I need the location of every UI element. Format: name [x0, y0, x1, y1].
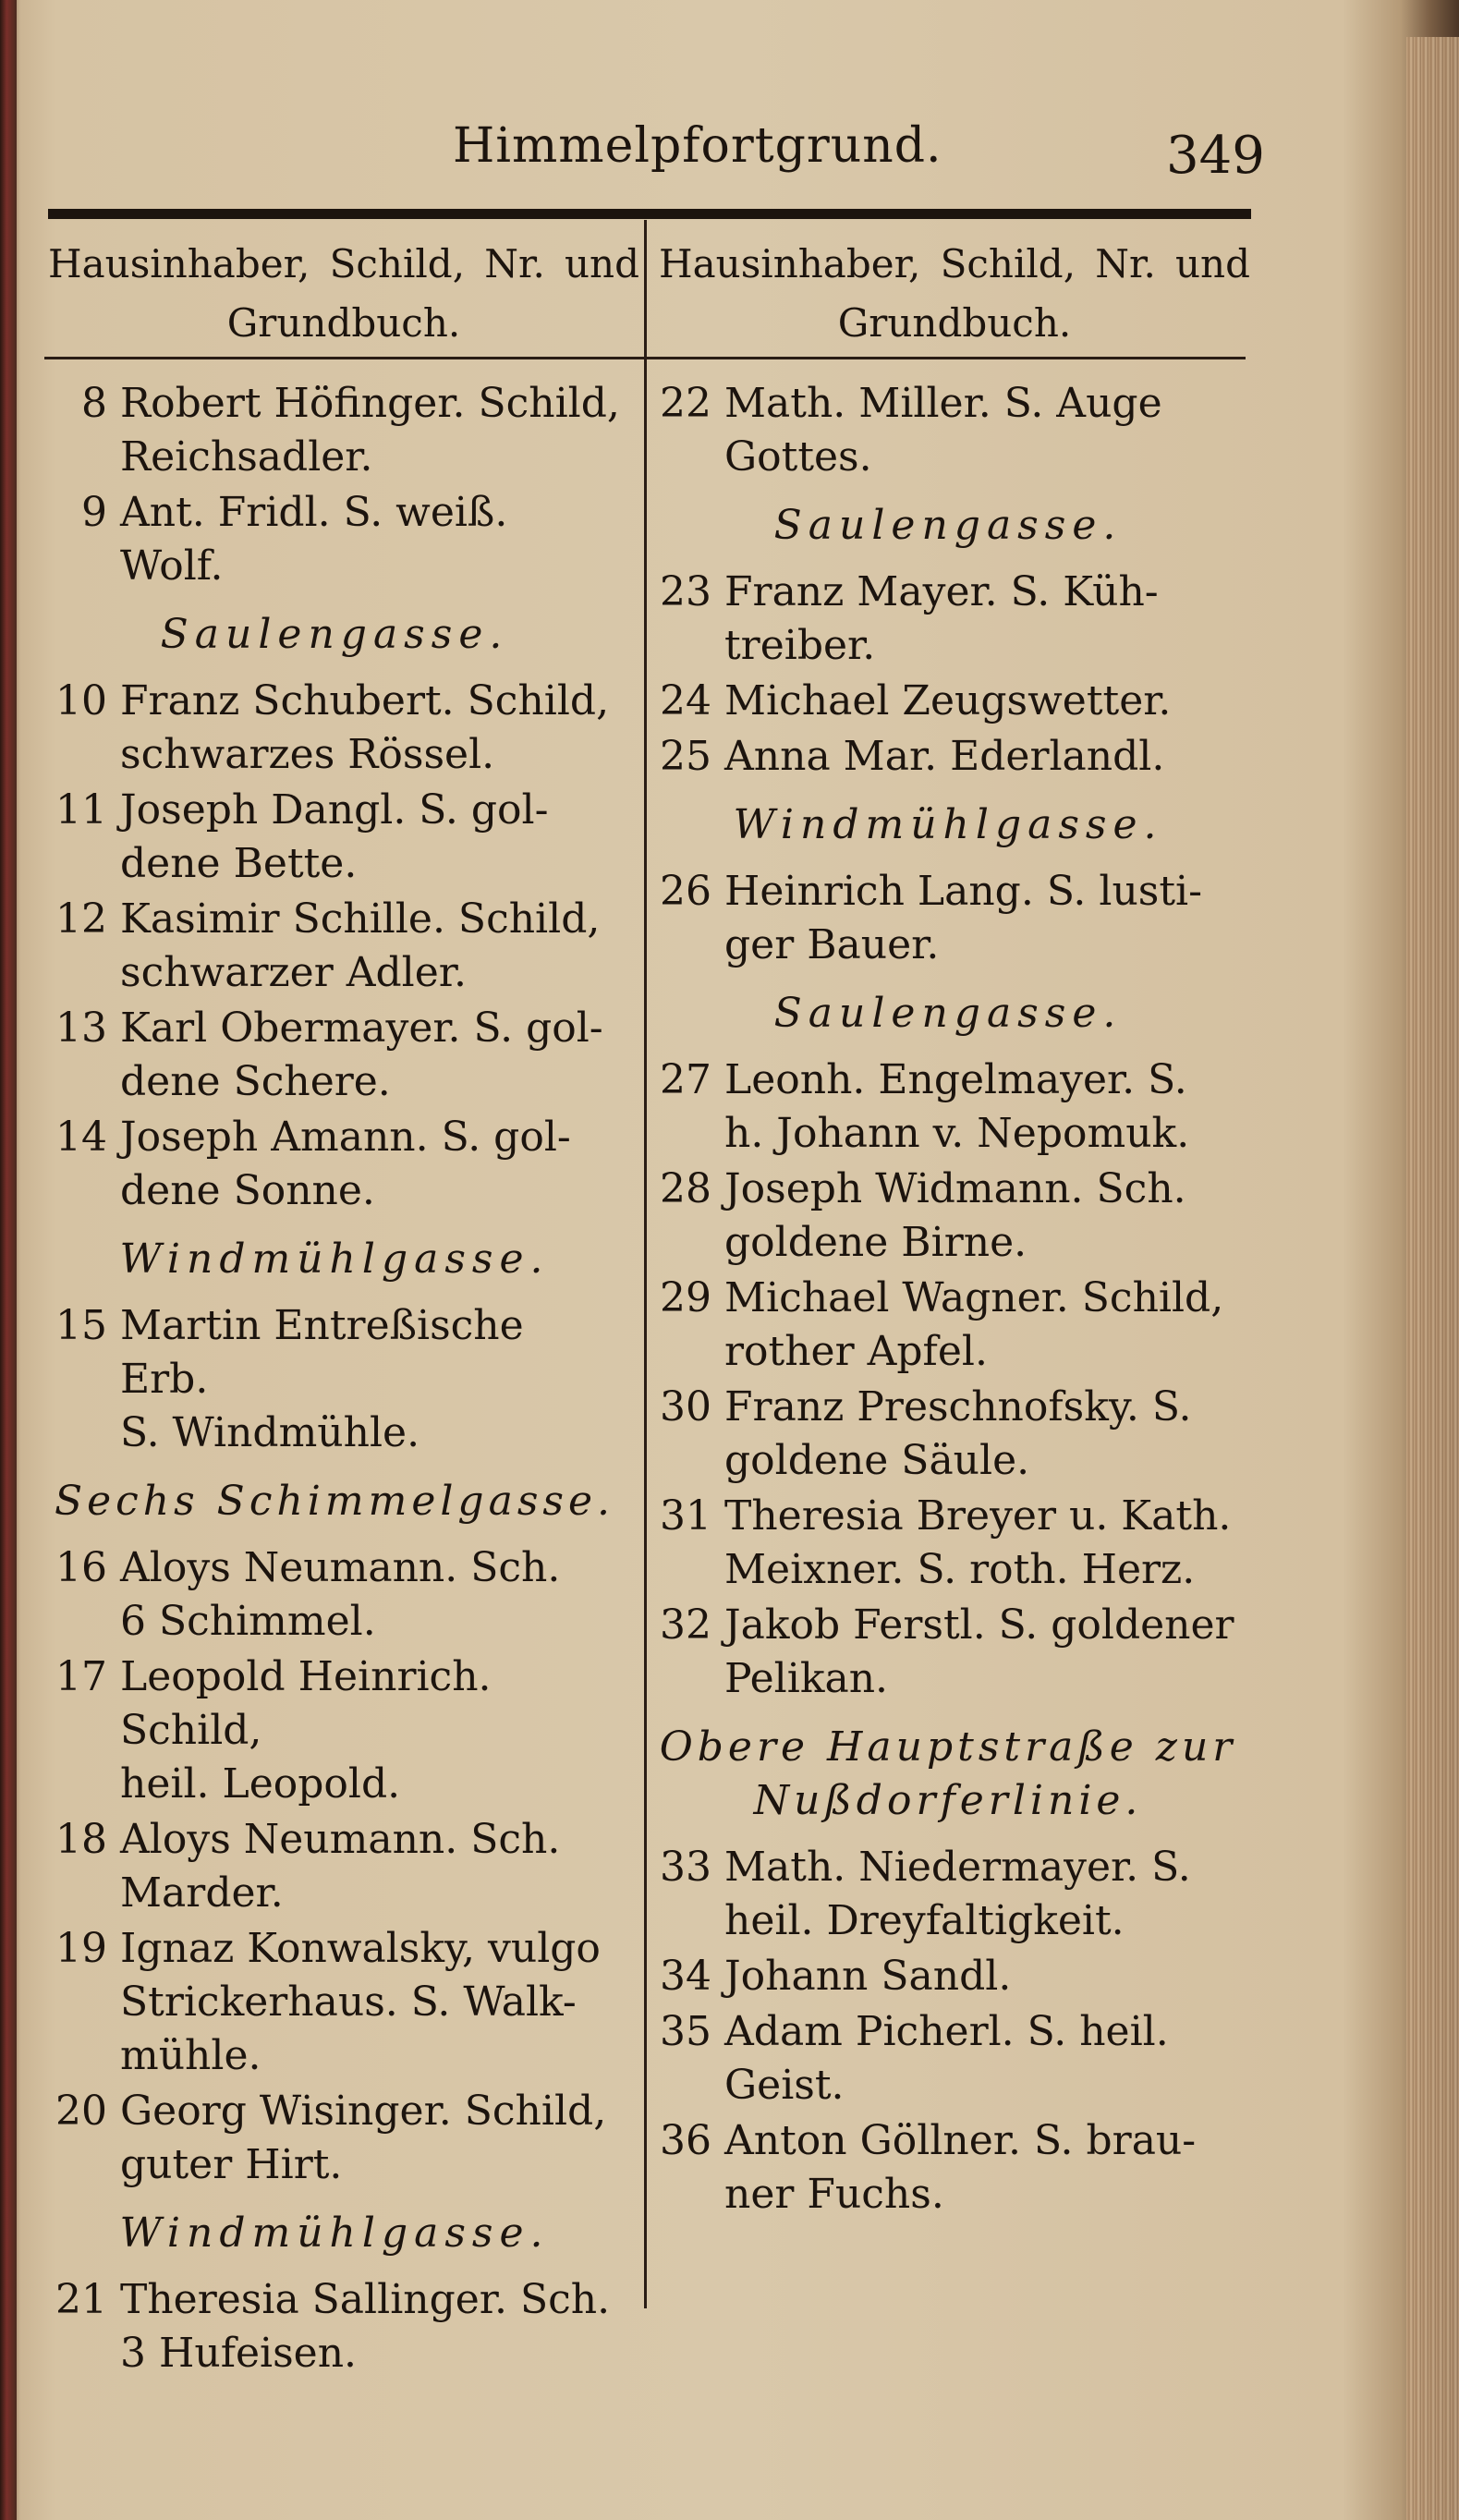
header-rule — [48, 209, 1251, 219]
house-entry — [48, 1650, 621, 1811]
house-number: 31 — [660, 1492, 711, 1540]
entry-line: Robert Höfinger. Schild, — [120, 380, 620, 427]
house-entry — [48, 1541, 621, 1649]
entry-line: schwarzer Adler. — [120, 949, 467, 996]
entry-line: Georg Wisinger. Schild, — [120, 2088, 607, 2135]
house-number: 21 — [55, 2276, 107, 2323]
entry-line: rother Apfel. — [724, 1328, 988, 1375]
house-entry — [48, 1002, 621, 1109]
entry-line: Martin Entreßische Erb. — [120, 1302, 524, 1403]
house-entry — [652, 865, 1244, 972]
column-header-left-line1: Hausinhaber, Schild, Nr. und — [48, 241, 639, 286]
entry-line: Anna Mar. Ederlandl. — [724, 733, 1165, 780]
entry-line: Franz Schubert. Schild, — [120, 677, 610, 724]
right-column — [652, 377, 1244, 2223]
entry-line: heil. Dreyfaltigkeit. — [724, 1897, 1125, 1944]
house-entry — [48, 675, 621, 782]
entry-line: Pelikan. — [724, 1655, 889, 1702]
entry-line: Karl Obermayer. S. gol- — [120, 1004, 603, 1052]
house-number: 26 — [660, 868, 711, 915]
entry-line: Gottes. — [724, 433, 872, 481]
entry-line: Math. Niedermayer. S. — [724, 1844, 1191, 1891]
house-number: 14 — [55, 1114, 107, 1161]
house-entry — [652, 377, 1244, 484]
house-number: 15 — [55, 1302, 107, 1349]
house-number: 17 — [55, 1653, 107, 1700]
entry-line: Kasimir Schille. Schild, — [120, 895, 601, 943]
house-number: 29 — [660, 1274, 711, 1321]
house-number: 18 — [55, 1816, 107, 1863]
entry-line: Joseph Dangl. S. gol- — [120, 786, 549, 834]
entry-line: Theresia Sallinger. Sch. — [120, 2276, 611, 2323]
house-entry — [652, 730, 1244, 784]
entry-line: guter Hirt. — [120, 2141, 343, 2188]
house-entry — [48, 486, 621, 593]
entry-line: Strickerhaus. S. Walk- — [120, 1978, 577, 2026]
column-header-left — [48, 235, 639, 353]
entry-line: Franz Preschnofsky. S. — [724, 1383, 1192, 1430]
house-entry — [652, 1950, 1244, 2003]
street-heading: Saulengasse. — [160, 611, 509, 658]
entry-line: Geist. — [724, 2062, 845, 2109]
house-number: 35 — [660, 2008, 711, 2055]
house-entry — [652, 1163, 1244, 1270]
street-heading: Obere Hauptstraße zur Nußdorferlinie. — [659, 1723, 1237, 1824]
house-entry — [48, 377, 621, 484]
house-number: 20 — [55, 2088, 107, 2135]
street-heading: Windmühlgasse. — [119, 2210, 550, 2257]
house-number: 19 — [55, 1925, 107, 1972]
column-header-right-line1: Hausinhaber, Schild, Nr. und — [659, 241, 1250, 286]
house-number: 30 — [660, 1383, 711, 1430]
entry-line: Aloys Neumann. Sch. — [120, 1544, 561, 1591]
street-heading: Saulengasse. — [773, 502, 1123, 549]
page-number: 349 — [1166, 126, 1265, 186]
entry-line: ger Bauer. — [724, 921, 940, 968]
house-number: 22 — [660, 380, 711, 427]
house-entry — [652, 1599, 1244, 1706]
house-entry — [48, 2273, 621, 2380]
entry-line: Michael Zeugswetter. — [724, 677, 1172, 724]
entry-line: dene Bette. — [120, 840, 358, 887]
entry-line: Marder. — [120, 1869, 284, 1917]
house-entry — [48, 1299, 621, 1460]
house-number: 36 — [660, 2117, 711, 2164]
house-entry — [652, 1490, 1244, 1597]
entry-line: S. Windmühle. — [120, 1409, 420, 1456]
street-heading: Saulengasse. — [773, 990, 1123, 1037]
entry-line: Michael Wagner. Schild, — [724, 1274, 1224, 1321]
entry-line: Reichsadler. — [120, 433, 373, 481]
page-gutter — [0, 0, 17, 2520]
entry-line: goldene Säule. — [724, 1437, 1030, 1484]
house-entry — [652, 1381, 1244, 1488]
house-number: 16 — [55, 1544, 107, 1591]
entry-line: Joseph Amann. S. gol- — [120, 1114, 571, 1161]
house-entry — [652, 1053, 1244, 1161]
entry-line: 6 Schimmel. — [120, 1598, 376, 1645]
entry-line: Anton Göllner. S. brau- — [724, 2117, 1197, 2164]
street-heading: Windmühlgasse. — [119, 1236, 550, 1283]
house-number: 8 — [81, 380, 107, 427]
running-head: Himmelpfortgrund. — [453, 118, 942, 174]
house-entry — [652, 675, 1244, 728]
entry-line: schwarzes Rössel. — [120, 731, 495, 778]
entry-line: dene Sonne. — [120, 1167, 375, 1214]
left-column — [48, 377, 621, 2382]
street-heading: Sechs Schimmelgasse. — [54, 1478, 615, 1525]
house-entry — [48, 784, 621, 891]
entry-line: Ignaz Konwalsky, vulgo — [120, 1925, 601, 1972]
house-number: 33 — [660, 1844, 711, 1891]
entry-line: Johann Sandl. — [724, 1953, 1012, 2000]
house-number: 24 — [660, 677, 711, 724]
house-number: 27 — [660, 1056, 711, 1103]
house-entry — [652, 2114, 1244, 2222]
entry-line: Leopold Heinrich. Schild, — [120, 1653, 492, 1754]
house-number: 32 — [660, 1601, 711, 1649]
entry-line: Aloys Neumann. Sch. — [120, 1816, 561, 1863]
house-entry — [652, 2005, 1244, 2112]
house-number: 12 — [55, 895, 107, 943]
entry-line: Heinrich Lang. S. lusti- — [724, 868, 1202, 915]
house-entry — [48, 893, 621, 1000]
house-entry — [652, 1272, 1244, 1379]
column-header-right — [659, 235, 1250, 353]
house-entry — [48, 1111, 621, 1218]
entry-line: heil. Leopold. — [120, 1760, 401, 1808]
house-number: 34 — [660, 1953, 711, 2000]
entry-line: Jakob Ferstl. S. goldener — [724, 1601, 1234, 1649]
house-entry — [48, 1922, 621, 2083]
entry-line: Meixner. S. roth. Herz. — [724, 1546, 1196, 1593]
street-heading: Windmühlgasse. — [733, 801, 1163, 848]
house-number: 13 — [55, 1004, 107, 1052]
entry-line: mühle. — [120, 2032, 261, 2079]
house-number: 25 — [660, 733, 711, 780]
house-number: 9 — [81, 489, 107, 536]
house-entry — [48, 2085, 621, 2192]
entry-line: 3 Hufeisen. — [120, 2330, 358, 2377]
column-header-right-line2: Grundbuch. — [837, 300, 1072, 346]
entry-line: h. Johann v. Nepomuk. — [724, 1110, 1190, 1157]
column-divider — [644, 220, 647, 2308]
entry-line: Leonh. Engelmayer. S. — [724, 1056, 1187, 1103]
entry-line: Franz Mayer. S. Küh- — [724, 568, 1159, 615]
house-number: 11 — [55, 786, 107, 834]
page-edge — [1406, 37, 1459, 2520]
entry-line: treiber. — [724, 622, 876, 669]
entry-line: Joseph Widmann. Sch. — [724, 1165, 1186, 1212]
entry-line: Adam Picherl. S. heil. — [724, 2008, 1169, 2055]
house-number: 10 — [55, 677, 107, 724]
entry-line: ner Fuchs. — [724, 2171, 944, 2218]
house-entry — [48, 1813, 621, 1920]
house-number: 23 — [660, 568, 711, 615]
entry-line: Math. Miller. S. Auge — [724, 380, 1162, 427]
entry-line: goldene Birne. — [724, 1219, 1027, 1266]
house-number: 28 — [660, 1165, 711, 1212]
house-entry — [652, 566, 1244, 673]
entry-line: Ant. Fridl. S. weiß. Wolf. — [120, 489, 508, 590]
column-header-left-line2: Grundbuch. — [226, 300, 461, 346]
house-entry — [652, 1841, 1244, 1948]
entry-line: Theresia Breyer u. Kath. — [724, 1492, 1232, 1540]
entry-line: dene Schere. — [120, 1058, 391, 1105]
